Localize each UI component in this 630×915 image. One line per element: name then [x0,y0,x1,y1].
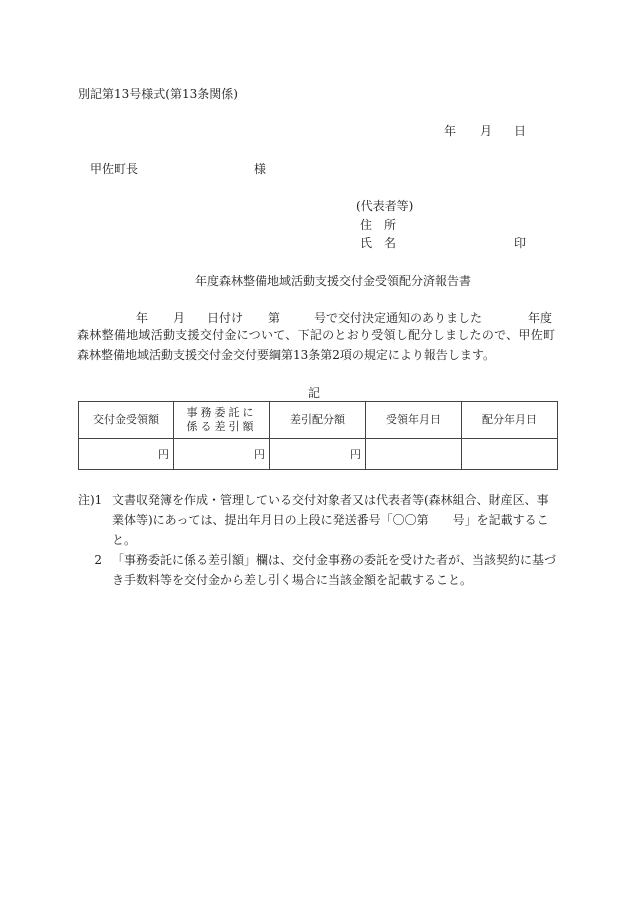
ki-heading: 記 [308,386,321,400]
date-year-label: 年 [444,124,457,138]
note-item [78,550,558,590]
table-header-cell [174,402,270,439]
date-month-label: 月 [480,124,493,138]
addressee-honorific: 様 [254,162,267,176]
name-label: 氏 名 [360,236,397,250]
body-month: 月 [173,311,186,325]
body-paragraph: 森林整備地域活動支援交付金について、下記のとおり受領し配分しましたので、甲佐町森林整備地域活動支援交付金交付要綱第13条第2項の規定により報告します。 [77,328,555,362]
note-marker: 2 [94,553,102,567]
address-label: 住 所 [360,218,397,232]
form-identifier: 別記第13号様式(第13条関係) [78,87,238,101]
table-cell: 円 [270,439,366,470]
document-title: 年度森林整備地域活動支援交付金受領配分済報告書 [195,274,472,288]
distribution-table [78,401,558,470]
body-notice-text: 号で交付決定通知のありました [314,311,483,325]
table-header-cell: 交付金受領額 [79,402,174,439]
note-marker: 注)1 [78,493,103,507]
table-header-line: 事務委託に [186,406,257,419]
date-day-label: 日 [514,124,527,138]
body-year: 年 [136,311,149,325]
notes-section [78,490,558,590]
body-number-prefix: 第 [268,311,281,325]
table-header-line: 係る差引額 [186,420,257,433]
note-text: 文書収発簿を作成・管理している交付対象者又は代表者等(森林組合、財産区、事業体等)にあっては、提出年月日の上段に発送番号「〇〇第 号」を記載すること。 [112,493,549,547]
addressee-name: 甲佐町長 [90,162,139,176]
table-header-cell: 配分年月日 [462,402,558,439]
table-header-row [79,402,558,439]
table-cell: 円 [79,439,174,470]
table-cell [366,439,462,470]
representative-label: (代表者等) [356,199,414,213]
table-header-cell: 差引配分額 [270,402,366,439]
body-fiscal-year: 年度 [528,311,553,325]
body-date-suffix: 日付け [207,311,244,325]
table-cell [462,439,558,470]
table-cell: 円 [174,439,270,470]
table-header-cell: 受領年月日 [366,402,462,439]
seal-mark: 印 [514,236,527,250]
note-text: 「事務委託に係る差引額」欄は、交付金事務の委託を受けた者が、当該契約に基づき手数料等を交付金から差し引く場合に当該金額を記載すること。 [112,553,557,587]
note-item [78,490,558,550]
table-row [79,439,558,470]
